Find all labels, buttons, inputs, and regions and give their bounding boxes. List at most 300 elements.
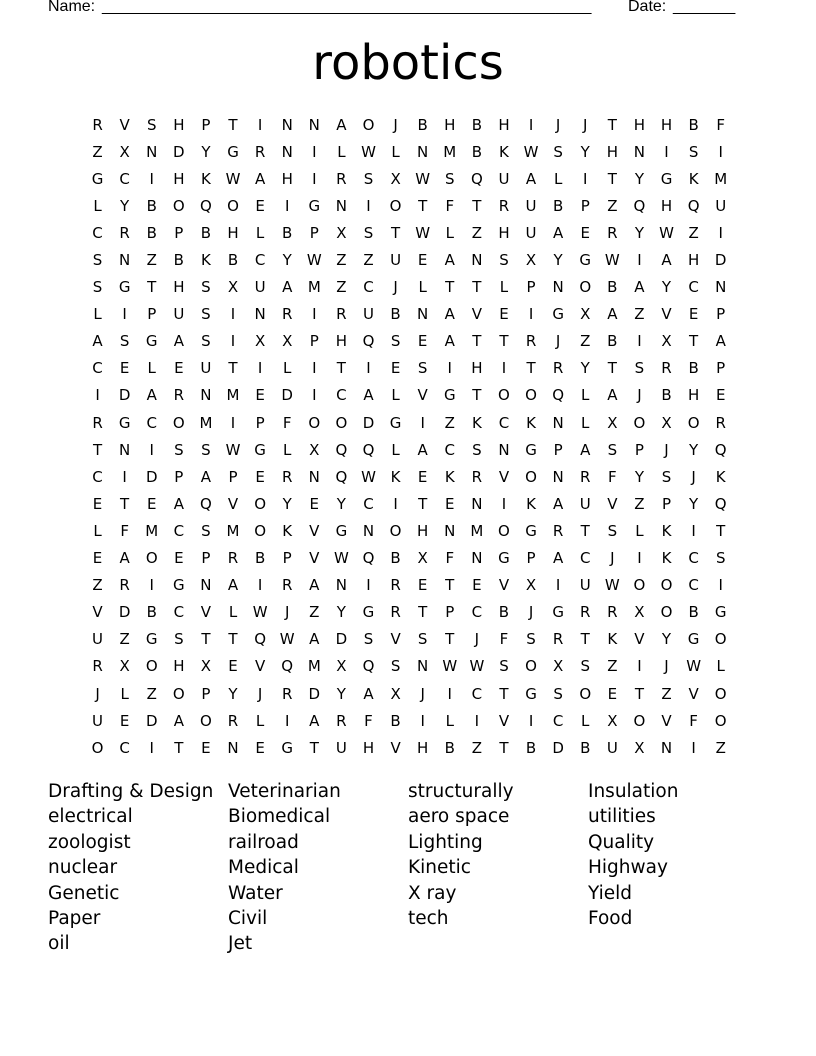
grid-letter: B	[525, 738, 537, 757]
grid-letter: S	[92, 278, 103, 297]
grid-letter: Z	[607, 657, 618, 676]
grid-letter: A	[336, 115, 347, 134]
grid-letter: Y	[661, 278, 672, 297]
grid-letter: W	[252, 603, 268, 622]
grid-letter: K	[661, 549, 672, 568]
grid-letter: B	[471, 115, 482, 134]
grid-letter: L	[553, 169, 563, 188]
grid-letter: R	[580, 467, 591, 486]
grid-letter: H	[633, 115, 646, 134]
grid-letter: T	[147, 278, 157, 297]
grid-letter: R	[281, 467, 293, 486]
grid-letter: I	[637, 251, 642, 270]
grid-letter: B	[444, 738, 455, 757]
grid-letter: J	[393, 278, 398, 297]
grid-letter: Y	[634, 223, 644, 242]
grid-letter: A	[309, 576, 320, 595]
grid-row	[84, 572, 744, 599]
grid-letter: Y	[580, 142, 590, 161]
grid-letter: G	[145, 630, 158, 649]
grid-letter: O	[200, 711, 212, 730]
grid-letter: L	[581, 386, 590, 405]
grid-letter: I	[528, 711, 534, 730]
grid-letter: B	[688, 115, 699, 134]
grid-letter: V	[417, 386, 428, 405]
grid-letter: H	[417, 521, 429, 540]
grid-letter: N	[254, 305, 266, 324]
grid-letter: N	[471, 549, 483, 568]
grid-letter: T	[201, 630, 211, 649]
grid-letter: J	[284, 603, 290, 622]
grid-letter: T	[472, 278, 482, 297]
grid-letter: S	[417, 630, 428, 649]
grid-letter: Z	[92, 142, 103, 161]
grid-letter: Q	[200, 196, 212, 215]
grid-letter: W	[361, 467, 376, 486]
grid-letter: E	[499, 305, 509, 324]
grid-letter: Z	[309, 603, 320, 622]
grid-letter: R	[281, 305, 293, 324]
grid-letter: O	[335, 413, 348, 432]
grid-letter: G	[443, 386, 456, 405]
grid-letter: G	[227, 142, 239, 161]
grid-row	[84, 409, 744, 436]
grid-letter: S	[472, 440, 482, 459]
grid-letter: K	[526, 413, 536, 432]
grid-letter: X	[336, 657, 347, 676]
grid-letter: Q	[335, 467, 348, 486]
grid-letter: K	[607, 630, 618, 649]
grid-letter: P	[526, 549, 536, 568]
grid-letter: G	[525, 440, 537, 459]
grid-letter: Y	[201, 142, 211, 161]
grid-letter: A	[282, 278, 293, 297]
grid-letter: B	[282, 223, 293, 242]
grid-row	[84, 653, 744, 680]
grid-row	[84, 463, 744, 490]
grid-letter: A	[553, 494, 564, 513]
grid-letter: Q	[281, 657, 294, 676]
word-bank	[48, 779, 768, 969]
word-bank-item: Yield	[588, 882, 633, 904]
grid-letter: I	[528, 305, 534, 324]
grid-row	[84, 626, 744, 653]
grid-letter: O	[498, 386, 510, 405]
grid-letter: O	[145, 657, 158, 676]
grid-letter: G	[335, 521, 348, 540]
grid-letter: O	[172, 196, 185, 215]
grid-letter: V	[390, 630, 401, 649]
grid-letter: N	[146, 142, 158, 161]
grid-letter: L	[255, 223, 265, 242]
grid-letter: Z	[92, 576, 103, 595]
grid-letter: S	[499, 657, 509, 676]
grid-row	[84, 274, 744, 301]
grid-letter: Y	[282, 494, 292, 513]
grid-letter: K	[390, 467, 401, 486]
grid-letter: T	[607, 115, 617, 134]
grid-letter: S	[607, 521, 618, 540]
grid-letter: R	[119, 223, 130, 242]
grid-letter: S	[201, 278, 211, 297]
grid-row	[84, 382, 744, 409]
grid-letter: E	[580, 223, 590, 242]
grid-letter: K	[526, 494, 536, 513]
word-bank-item: electrical	[48, 806, 133, 828]
grid-letter: T	[526, 359, 536, 378]
grid-letter: B	[661, 386, 672, 405]
grid-letter: G	[281, 738, 294, 757]
word-bank-item: Quality	[588, 831, 655, 853]
grid-letter: I	[95, 386, 100, 405]
grid-letter: O	[633, 576, 646, 595]
grid-letter: X	[309, 440, 320, 459]
grid-letter: I	[149, 169, 154, 188]
grid-letter: X	[200, 657, 212, 676]
grid-letter: A	[173, 711, 184, 730]
grid-letter: P	[309, 332, 319, 351]
grid-letter: V	[227, 494, 239, 513]
grid-letter: I	[420, 711, 425, 730]
grid-letter: C	[92, 467, 103, 486]
grid-letter: T	[336, 359, 346, 378]
word-bank-column-4	[588, 779, 768, 931]
grid-letter: A	[254, 169, 266, 188]
word-bank-item: Water	[228, 882, 283, 904]
grid-letter: X	[525, 251, 537, 270]
grid-letter: A	[553, 223, 564, 242]
grid-letter: W	[686, 657, 702, 676]
word-bank-item: aero space	[408, 806, 510, 828]
grid-letter: O	[579, 278, 592, 297]
grid-letter: X	[634, 738, 645, 757]
grid-letter: X	[607, 413, 618, 432]
date-label: Date:	[628, 0, 667, 15]
grid-letter: E	[607, 684, 618, 703]
grid-letter: R	[498, 196, 510, 215]
grid-letter: L	[228, 603, 238, 622]
grid-letter: A	[525, 169, 537, 188]
grid-letter: L	[581, 413, 590, 432]
grid-letter: B	[471, 142, 482, 161]
grid-letter: F	[445, 196, 455, 215]
grid-letter: N	[308, 467, 320, 486]
grid-letter: N	[471, 494, 483, 513]
grid-letter: H	[444, 115, 456, 134]
grid-letter: G	[254, 440, 266, 459]
grid-letter: N	[444, 521, 456, 540]
grid-letter: H	[173, 278, 185, 297]
grid-letter: T	[499, 332, 509, 351]
grid-letter: C	[119, 738, 130, 757]
grid-letter: B	[688, 359, 699, 378]
grid-letter: P	[201, 549, 211, 568]
grid-letter: R	[254, 142, 266, 161]
word-bank-item: Biomedical	[228, 806, 331, 828]
grid-letter: K	[715, 467, 726, 486]
word-search-grid	[84, 111, 744, 761]
grid-letter: R	[525, 332, 537, 351]
grid-letter: Q	[362, 549, 375, 568]
grid-letter: W	[442, 657, 458, 676]
grid-letter: R	[92, 657, 103, 676]
grid-letter: U	[92, 630, 104, 649]
grid-letter: T	[499, 684, 509, 703]
grid-letter: U	[525, 223, 537, 242]
grid-letter: R	[336, 169, 347, 188]
grid-letter: K	[688, 169, 699, 188]
grid-letter: V	[607, 494, 618, 513]
grid-letter: M	[307, 278, 321, 297]
grid-letter: X	[227, 278, 239, 297]
grid-letter: A	[553, 549, 564, 568]
grid-letter: R	[580, 603, 591, 622]
grid-letter: N	[552, 413, 564, 432]
grid-letter: J	[95, 684, 100, 703]
grid-letter: T	[228, 359, 238, 378]
grid-letter: J	[420, 684, 425, 703]
grid-row	[84, 165, 744, 192]
grid-letter: G	[91, 169, 104, 188]
grid-letter: A	[661, 251, 672, 270]
grid-letter: B	[173, 251, 184, 270]
grid-letter: Y	[228, 684, 238, 703]
grid-letter: F	[282, 413, 292, 432]
grid-letter: W	[604, 576, 620, 595]
grid-letter: G	[389, 413, 402, 432]
grid-letter: Y	[336, 603, 346, 622]
grid-letter: S	[201, 332, 211, 351]
grid-letter: I	[691, 521, 696, 540]
grid-letter: Q	[362, 657, 375, 676]
grid-letter: O	[714, 630, 727, 649]
grid-letter: B	[688, 603, 699, 622]
grid-letter: B	[607, 278, 618, 297]
grid-letter: N	[660, 738, 673, 757]
grid-letter: I	[691, 738, 696, 757]
grid-letter: R	[92, 413, 103, 432]
grid-letter: X	[553, 657, 564, 676]
grid-letter: B	[146, 196, 157, 215]
grid-letter: H	[417, 738, 429, 757]
grid-letter: I	[122, 305, 127, 324]
date-field-line: _______	[673, 0, 736, 15]
grid-letter: E	[255, 467, 265, 486]
grid-row	[84, 355, 744, 382]
grid-letter: T	[607, 169, 617, 188]
grid-letter: E	[201, 738, 211, 757]
grid-letter: S	[553, 142, 563, 161]
grid-letter: E	[445, 494, 455, 513]
grid-letter: U	[200, 359, 212, 378]
grid-letter: M	[443, 142, 457, 161]
grid-row	[84, 599, 744, 626]
grid-letter: Z	[634, 305, 645, 324]
grid-letter: T	[716, 521, 726, 540]
grid-letter: I	[447, 359, 452, 378]
page-title: robotics	[312, 35, 504, 91]
grid-letter: L	[93, 196, 102, 215]
grid-letter: P	[445, 603, 455, 622]
grid-letter: P	[174, 467, 184, 486]
grid-letter: N	[227, 738, 239, 757]
grid-letter: Z	[336, 251, 347, 270]
grid-letter: V	[498, 467, 510, 486]
grid-letter: E	[715, 386, 726, 405]
grid-letter: O	[145, 549, 158, 568]
grid-letter: R	[390, 603, 401, 622]
grid-letter: E	[119, 711, 130, 730]
grid-letter: D	[118, 603, 131, 622]
grid-letter: T	[472, 196, 482, 215]
grid-letter: G	[525, 521, 537, 540]
grid-letter: B	[580, 738, 591, 757]
grid-row	[84, 545, 744, 572]
grid-letter: S	[417, 359, 428, 378]
grid-letter: C	[579, 549, 591, 568]
grid-row	[84, 138, 744, 165]
grid-letter: I	[366, 576, 371, 595]
grid-letter: L	[445, 223, 454, 242]
grid-letter: N	[119, 440, 131, 459]
grid-letter: U	[362, 305, 374, 324]
grid-letter: P	[580, 196, 590, 215]
grid-letter: L	[93, 305, 102, 324]
grid-letter: E	[146, 494, 157, 513]
grid-letter: C	[498, 413, 510, 432]
grid-letter: M	[226, 521, 240, 540]
grid-letter: T	[228, 630, 238, 649]
grid-letter: U	[579, 576, 591, 595]
grid-letter: N	[200, 576, 212, 595]
grid-letter: D	[118, 386, 131, 405]
grid-letter: I	[528, 115, 534, 134]
grid-letter: I	[420, 413, 425, 432]
grid-letter: F	[716, 115, 726, 134]
grid-letter: M	[226, 386, 240, 405]
grid-letter: S	[146, 115, 157, 134]
grid-letter: W	[469, 657, 485, 676]
grid-letter: T	[634, 684, 644, 703]
grid-letter: I	[366, 196, 371, 215]
grid-letter: G	[308, 196, 321, 215]
grid-letter: I	[312, 169, 317, 188]
word-bank-item: structurally	[408, 781, 514, 802]
grid-letter: O	[498, 521, 510, 540]
grid-letter: R	[552, 359, 564, 378]
grid-letter: Y	[661, 630, 672, 649]
grid-letter: D	[281, 386, 293, 405]
grid-letter: I	[664, 142, 669, 161]
grid-letter: M	[470, 521, 484, 540]
grid-letter: L	[445, 711, 454, 730]
grid-letter: T	[580, 521, 590, 540]
grid-row	[84, 436, 744, 463]
grid-letter: K	[661, 521, 672, 540]
grid-letter: Z	[146, 684, 157, 703]
grid-letter: Y	[689, 440, 699, 459]
grid-letter: C	[471, 684, 483, 703]
grid-letter: O	[254, 494, 267, 513]
word-bank-item: X ray	[408, 882, 457, 904]
grid-letter: H	[281, 169, 293, 188]
grid-letter: P	[634, 440, 644, 459]
grid-letter: R	[281, 684, 293, 703]
grid-letter: U	[335, 738, 347, 757]
word-bank-item: Highway	[588, 857, 668, 879]
grid-letter: P	[661, 494, 672, 513]
word-bank-item: Jet	[228, 933, 253, 955]
grid-letter: A	[173, 332, 184, 351]
word-bank-item: zoologist	[48, 831, 131, 853]
grid-letter: N	[281, 142, 293, 161]
grid-letter: I	[366, 359, 371, 378]
grid-letter: A	[634, 278, 645, 297]
grid-letter: T	[92, 440, 103, 459]
grid-letter: B	[254, 549, 266, 568]
grid-letter: L	[147, 359, 156, 378]
grid-letter: M	[714, 169, 728, 188]
grid-letter: H	[660, 115, 673, 134]
grid-letter: R	[227, 711, 239, 730]
grid-letter: Q	[254, 630, 267, 649]
grid-letter: J	[393, 115, 398, 134]
grid-letter: R	[336, 305, 347, 324]
grid-letter: I	[230, 305, 236, 324]
grid-letter: H	[227, 223, 239, 242]
grid-letter: U	[498, 169, 510, 188]
grid-letter: R	[552, 521, 564, 540]
grid-letter: G	[362, 603, 375, 622]
word-bank-item: Food	[588, 908, 633, 930]
grid-letter: Q	[362, 332, 375, 351]
grid-letter: C	[173, 521, 185, 540]
word-bank-item: railroad	[228, 831, 299, 853]
grid-letter: N	[715, 278, 727, 297]
grid-letter: C	[254, 251, 266, 270]
grid-letter: O	[687, 413, 700, 432]
grid-letter: M	[307, 657, 321, 676]
grid-letter: R	[336, 711, 347, 730]
grid-letter: O	[660, 576, 673, 595]
grid-letter: P	[147, 305, 157, 324]
grid-letter: V	[309, 521, 320, 540]
grid-letter: Z	[471, 738, 482, 757]
word-bank-item: Lighting	[408, 831, 483, 853]
grid-letter: W	[361, 142, 376, 161]
grid-row	[84, 301, 744, 328]
grid-letter: N	[471, 251, 483, 270]
grid-letter: S	[634, 359, 645, 378]
grid-letter: P	[174, 223, 184, 242]
grid-row	[84, 490, 744, 517]
grid-letter: R	[607, 223, 618, 242]
grid-letter: E	[309, 494, 320, 513]
grid-letter: X	[661, 332, 672, 351]
grid-letter: X	[390, 684, 401, 703]
grid-letter: F	[499, 630, 509, 649]
grid-letter: W	[523, 142, 539, 161]
grid-letter: I	[257, 359, 263, 378]
grid-letter: Y	[336, 684, 346, 703]
grid-letter: I	[312, 359, 317, 378]
grid-letter: G	[525, 684, 537, 703]
grid-letter: D	[145, 711, 158, 730]
grid-letter: K	[499, 142, 509, 161]
grid-letter: E	[255, 386, 265, 405]
grid-letter: L	[499, 278, 509, 297]
grid-letter: I	[284, 196, 290, 215]
